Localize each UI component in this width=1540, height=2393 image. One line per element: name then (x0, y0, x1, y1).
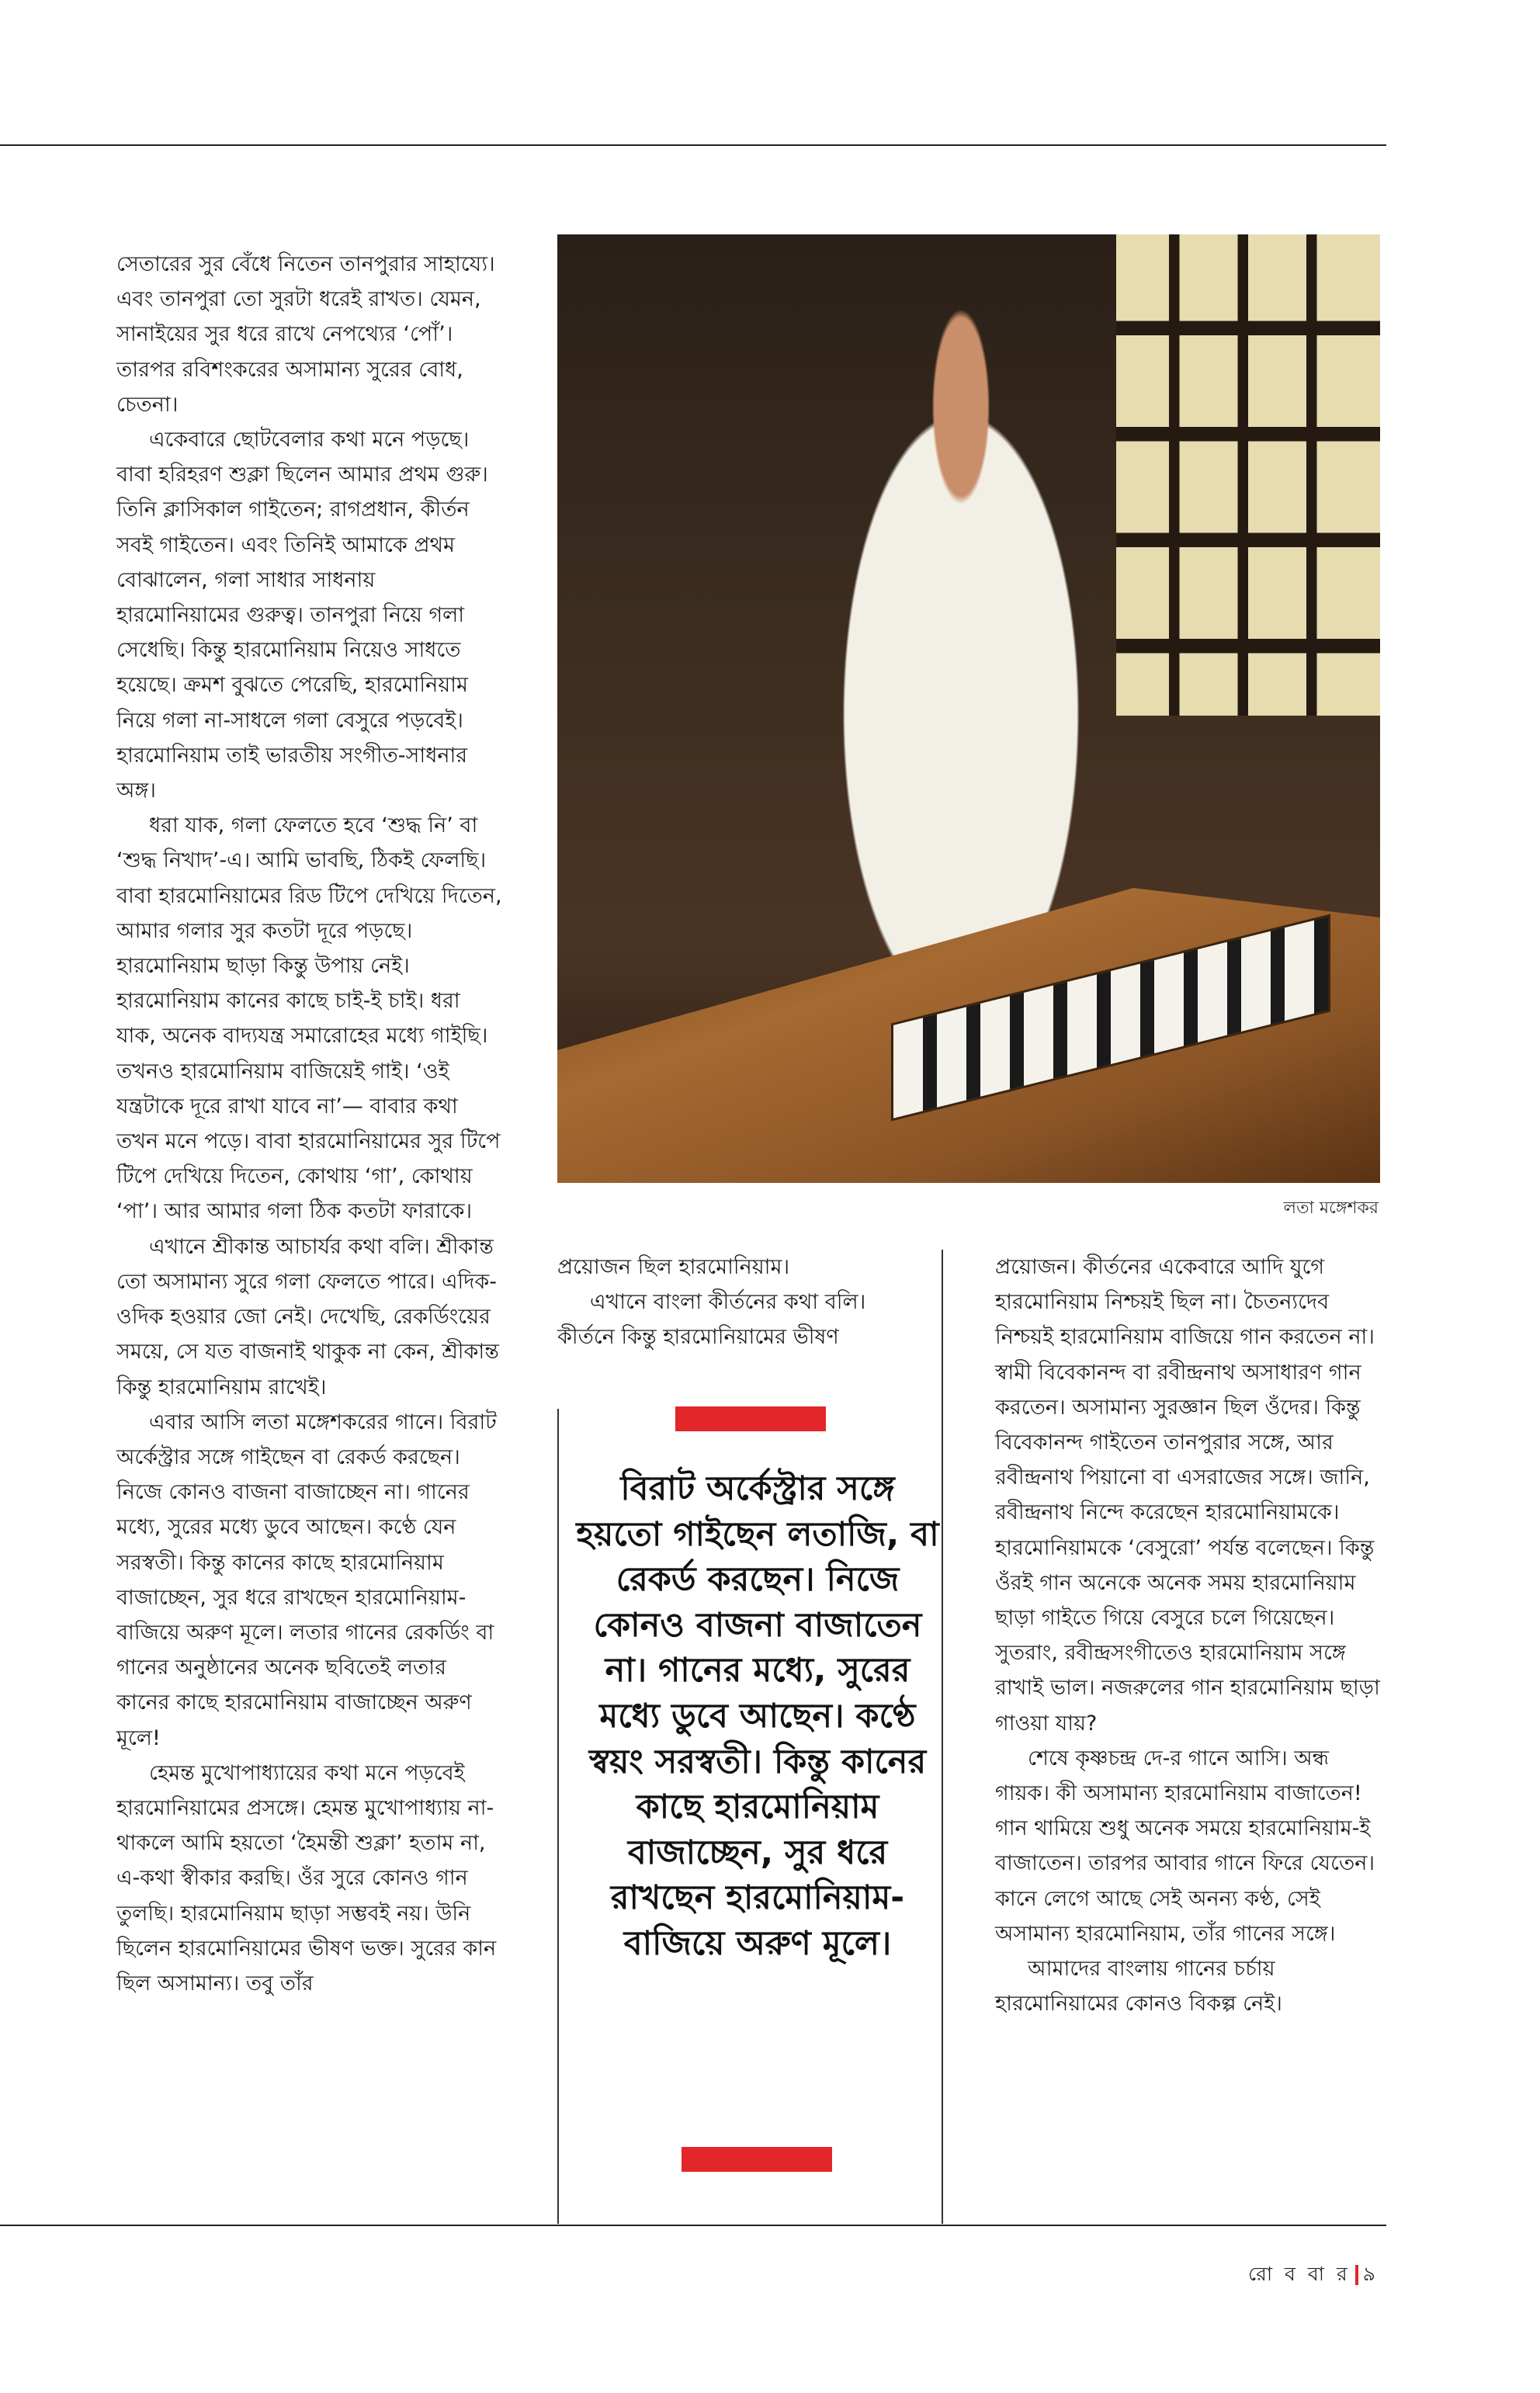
bottom-rule (0, 2225, 1386, 2226)
photo-caption: লতা মঙ্গেশকর (1283, 1198, 1379, 1218)
paragraph: সেতারের সুর বেঁধে নিতেন তানপুরার সাহায্যে। এবং তানপুরা তো সুরটা ধরেই রাখত। যেমন, সানাইয়ের সুর ধরে রাখে নেপথ্যের ‘পোঁ’। তারপর রবিশংকরের অসামান্য সুরের বোধ, চেতনা। (116, 252, 495, 417)
magazine-name: রো ব বা র (1247, 2263, 1351, 2285)
top-rule (0, 144, 1386, 146)
paragraph: আমাদের বাংলায় গানের চর্চায় হারমোনিয়ামের কোনও বিকল্প নেই। (995, 1957, 1282, 2017)
pullquote-top-bar (675, 1406, 826, 1431)
article-column-3 (995, 1250, 1383, 2021)
paragraph: প্রয়োজন। কীর্তনের একেবারে আদি যুগে হারমোনিয়াম নিশ্চয়ই ছিল না। চৈতন্যদেব নিশ্চয়ই হারমোনিয়াম বাজিয়ে গান করতেন না। স্বামী বিবেকানন্দ বা রবীন্দ্রনাথ অসাধারণ গান করতেন। অসামান্য সুরজ্ঞান ছিল ওঁদের। কিন্তু বিবেকানন্দ গাইতেন তানপুরার সঙ্গে, আর রবীন্দ্রনাথ পিয়ানো বা এসরাজের সঙ্গে। জানি, রবীন্দ্রনাথ নিন্দে করেছেন হারমোনিয়ামকে। হারমোনিয়ামকে ‘বেসুরো’ পর্যন্ত বলেছেন। কিন্তু ওঁরই গান অনেকে অনেক সময় হারমোনিয়াম ছাড়া গাইতে গিয়ে বেসুরে চলে গিয়েছেন। সুতরাং, রবীন্দ্রসংগীতেও হারমোনিয়াম সঙ্গে রাখাই ভাল। নজরুলের গান হারমোনিয়াম ছাড়া গাওয়া যায়? (995, 1255, 1380, 1736)
window-lattice (1116, 234, 1380, 716)
page-footer (1248, 2259, 1379, 2292)
pull-quote: বিরাট অর্কেস্ট্রার সঙ্গে হয়তো গাইছেন লতাজি, বা রেকর্ড করছেন। নিজে কোনও বাজনা বাজাতেন না। গানের মধ্যে, সুরের মধ্যে ডুবে আছেন। কণ্ঠে স্বয়ং সরস্বতী। কিন্তু কানের কাছে হারমোনিয়াম বাজাচ্ছেন, সুর ধরে রাখছেন হারমোনিয়াম-বাজিয়ে অরুণ মূলে। (576, 1469, 939, 1963)
paragraph: একেবারে ছোটবেলার কথা মনে পড়ছে। বাবা হরিহরণ শুক্লা ছিলেন আমার প্রথম গুরু। তিনি ক্লাসিকাল গাইতেন; রাগপ্রধান, কীর্তন সবই গাইতেন। এবং তিনিই আমাকে প্রথম বোঝালেন, গলা সাধার সাধনায় হারমোনিয়ামের গুরুত্ব। তানপুরা নিয়ে গলা সেধেছি। কিন্তু হারমোনিয়াম নিয়েও সাধতে হয়েছে। ক্রমশ বুঝতে পেরেছি, হারমোনিয়াম নিয়ে গলা না-সাধলে গলা বেসুরে পড়বেই। হারমোনিয়াম তাই ভারতীয় সংগীত-সাধনার অঙ্গ। (116, 428, 488, 803)
paragraph: এখানে শ্রীকান্ত আচার্যর কথা বলি। শ্রীকান্ত তো অসামান্য সুরে গলা ফেলতে পারে। এদিক-ওদিক হওয়ার জো নেই। দেখেছি, রেকর্ডিংয়ের সময়ে, সে যত বাজনাই থাকুক না কেন, শ্রীকান্ত কিন্তু হারমোনিয়াম রাখেই। (116, 1234, 499, 1399)
pullquote-right-rule (942, 1250, 943, 2224)
page-number: ৯ (1362, 2263, 1379, 2285)
paragraph: শেষে কৃষ্ণচন্দ্র দে-র গানে আসি। অন্ধ গায়ক। কী অসামান্য হারমোনিয়াম বাজাতেন! গান থামিয়ে শুধু অনেক সময়ে হারমোনিয়াম-ই বাজাতেন। তারপর আবার গানে ফিরে যেতেন। কানে লেগে আছে সেই অনন্য কণ্ঠ, সেই অসামান্য হারমোনিয়াম, তাঁর গানের সঙ্গে। (995, 1746, 1375, 1946)
article-column-1 (116, 247, 505, 2001)
article-column-2 (557, 1250, 922, 1355)
paragraph: এখানে বাংলা কীর্তনের কথা বলি। কীর্তনে কিন্তু হারমোনিয়ামের ভীষণ (557, 1290, 866, 1350)
paragraph: এবার আসি লতা মঙ্গেশকরের গানে। বিরাট অর্কেস্ট্রার সঙ্গে গাইছেন বা রেকর্ড করছেন। নিজে কোনও বাজনা বাজাচ্ছেন না। গানের মধ্যে, সুরের মধ্যে ডুবে আছেন। কণ্ঠে যেন সরস্বতী। কিন্তু কানের কাছে হারমোনিয়াম বাজাচ্ছেন, সুর ধরে রাখছেন হারমোনিয়াম-বাজিয়ে অরুণ মূলে। লতার গানের রেকর্ডিং বা গানের অনুষ্ঠানের অনেক ছবিতেই লতার কানের কাছে হারমোনিয়াম বাজাচ্ছেন অরুণ মূলে! (116, 1410, 497, 1750)
singer-figure (790, 281, 1132, 980)
footer-separator (1355, 2265, 1358, 2285)
lata-mangeshkar-photo (557, 234, 1380, 1183)
pullquote-left-rule (557, 1409, 559, 2224)
paragraph: প্রয়োজন ছিল হারমোনিয়াম। (557, 1255, 790, 1279)
paragraph: হেমন্ত মুখোপাধ্যায়ের কথা মনে পড়বেই হারমোনিয়ামের প্রসঙ্গে। হেমন্ত মুখোপাধ্যায় না-থাকলে আমি হয়তো ‘হৈমন্তী শুক্লা’ হতাম না, এ-কথা স্বীকার করছি। ওঁর সুরে কোনও গান তুলছি। হারমোনিয়াম ছাড়া সম্ভবই নয়। উনি ছিলেন হারমোনিয়ামের ভীষণ ভক্ত। সুরের কান ছিল অসামান্য। তবু তাঁর (116, 1760, 497, 1996)
pullquote-bottom-bar (682, 2147, 832, 2172)
paragraph: ধরা যাক, গলা ফেলতে হবে ‘শুদ্ধ নি’ বা ‘শুদ্ধ নিখাদ’-এ। আমি ভাবছি, ঠিকই ফেলছি। বাবা হারমোনিয়ামের রিড টিপে দেখিয়ে দিতেন, আমার গলার সুর কতটা দূরে পড়ছে। হারমোনিয়াম ছাড়া কিন্তু উপায় নেই। হারমোনিয়াম কানের কাছে চাই-ই চাই। ধরা যাক, অনেক বাদ্যযন্ত্র সমারোহের মধ্যে গাইছি। তখনও হারমোনিয়াম বাজিয়েই গাই। ‘ওই যন্ত্রটাকে দূরে রাখা যাবে না’— বাবার কথা তখন মনে পড়ে। বাবা হারমোনিয়ামের সুর টিপে টিপে দেখিয়ে দিতেন, কোথায় ‘গা’, কোথায় ‘পা’। আর আমার গলা ঠিক কতটা ফারাকে। (116, 813, 502, 1224)
